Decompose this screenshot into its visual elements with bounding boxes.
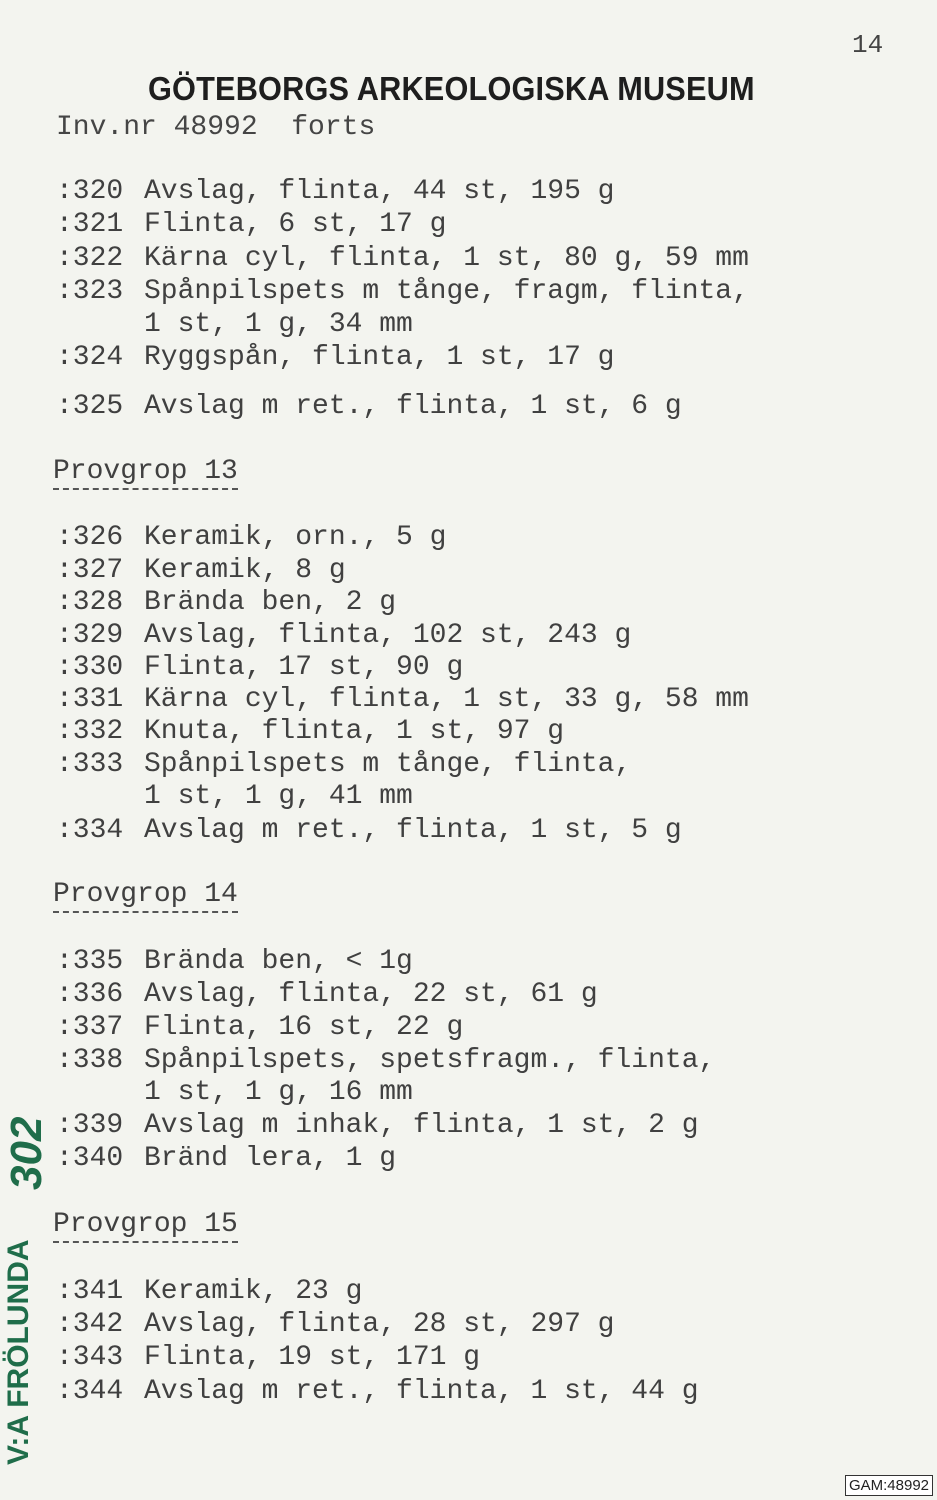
entry-text: Kärna cyl, flinta, 1 st, 80 g, 59 mm: [144, 243, 749, 274]
list-item: [56, 1276, 362, 1308]
entry-text: Flinta, 16 st, 22 g: [144, 1012, 464, 1043]
list-item: [56, 342, 614, 374]
entry-text: Spånpilspets m tånge, fragm, flinta,: [144, 276, 749, 307]
entry-number: :323: [56, 276, 124, 307]
list-item: [56, 587, 396, 619]
entry-number: :343: [56, 1342, 124, 1373]
entry-continuation: 1 st, 1 g, 41 mm: [144, 781, 413, 812]
entry-number: :329: [56, 620, 124, 651]
entry-text: Flinta, 6 st, 17 g: [144, 209, 447, 240]
reference-label: GAM:48992: [845, 1475, 933, 1496]
section-heading: Provgrop 14: [53, 879, 238, 913]
entry-text: Avslag, flinta, 28 st, 297 g: [144, 1309, 615, 1340]
entry-number: :335: [56, 946, 124, 977]
entry-text: Keramik, orn., 5 g: [144, 522, 447, 553]
entry-text: Flinta, 17 st, 90 g: [144, 652, 464, 683]
entry-number: :326: [56, 522, 124, 553]
entry-continuation: 1 st, 1 g, 34 mm: [144, 309, 413, 340]
list-item: [56, 979, 598, 1011]
entry-number: :333: [56, 749, 124, 780]
entry-text: Spånpilspets m tånge, flinta,: [144, 749, 632, 780]
section-heading: Provgrop 13: [53, 456, 238, 490]
entry-text: Ryggspån, flinta, 1 st, 17 g: [144, 342, 615, 373]
location-stamp: V:A FRÖLUNDA: [2, 1239, 35, 1465]
entry-text: Avslag, flinta, 44 st, 195 g: [144, 176, 615, 207]
page-number: 14: [852, 30, 884, 60]
list-item: [56, 176, 614, 208]
section-heading: Provgrop 15: [53, 1209, 238, 1243]
entry-text: Avslag m ret., flinta, 1 st, 44 g: [144, 1376, 699, 1407]
list-item: [56, 684, 749, 716]
list-item: [56, 522, 446, 554]
entry-text: Avslag m ret., flinta, 1 st, 6 g: [144, 391, 682, 422]
entry-continuation: 1 st, 1 g, 16 mm: [144, 1077, 413, 1108]
entry-number: :334: [56, 815, 124, 846]
entry-number: :340: [56, 1143, 124, 1174]
entry-text: Avslag, flinta, 102 st, 243 g: [144, 620, 632, 651]
entry-number: :325: [56, 391, 124, 422]
list-item: [56, 652, 463, 684]
list-item: [56, 243, 749, 275]
entry-text: Avslag m ret., flinta, 1 st, 5 g: [144, 815, 682, 846]
entry-text: Flinta, 19 st, 171 g: [144, 1342, 481, 1373]
list-item: [56, 716, 564, 748]
list-item: [56, 749, 631, 781]
list-item: [56, 1342, 480, 1374]
entry-number: :339: [56, 1110, 124, 1141]
entry-number: :341: [56, 1276, 124, 1307]
entry-number: :320: [56, 176, 124, 207]
list-item: [56, 1110, 699, 1142]
list-item: [56, 1045, 715, 1077]
entry-number: :328: [56, 587, 124, 618]
entry-number: :338: [56, 1045, 124, 1076]
entry-number: :332: [56, 716, 124, 747]
entry-text: Keramik, 8 g: [144, 555, 346, 586]
list-item: [56, 391, 682, 423]
list-item: [56, 620, 631, 652]
list-item: [56, 209, 446, 241]
entry-text: Keramik, 23 g: [144, 1276, 363, 1307]
entry-text: Knuta, flinta, 1 st, 97 g: [144, 716, 565, 747]
list-item: [56, 1143, 396, 1175]
entry-number: :342: [56, 1309, 124, 1340]
entry-text: Bränd lera, 1 g: [144, 1143, 397, 1174]
list-item: [56, 946, 413, 978]
list-item: [56, 1012, 463, 1044]
entry-number: :327: [56, 555, 124, 586]
entry-number: :322: [56, 243, 124, 274]
entry-number: :337: [56, 1012, 124, 1043]
entry-text: Avslag, flinta, 22 st, 61 g: [144, 979, 598, 1010]
list-item: [56, 815, 682, 847]
list-item: [56, 276, 749, 308]
entry-number: :321: [56, 209, 124, 240]
entry-number: :331: [56, 684, 124, 715]
entry-text: Brända ben, 2 g: [144, 587, 397, 618]
entry-text: Avslag m inhak, flinta, 1 st, 2 g: [144, 1110, 699, 1141]
list-item: [56, 1376, 699, 1408]
entry-text: Spånpilspets, spetsfragm., flinta,: [144, 1045, 716, 1076]
entry-number: :344: [56, 1376, 124, 1407]
list-item: [56, 1309, 614, 1341]
list-item: [56, 555, 346, 587]
museum-header: GÖTEBORGS ARKEOLOGISKA MUSEUM: [148, 70, 755, 107]
entry-number: :324: [56, 342, 124, 373]
inventory-line: Inv.nr 48992 forts: [56, 112, 376, 143]
entry-number: :336: [56, 979, 124, 1010]
entry-number: :330: [56, 652, 124, 683]
entry-text: Brända ben, < 1g: [144, 946, 413, 977]
entry-text: Kärna cyl, flinta, 1 st, 33 g, 58 mm: [144, 684, 749, 715]
